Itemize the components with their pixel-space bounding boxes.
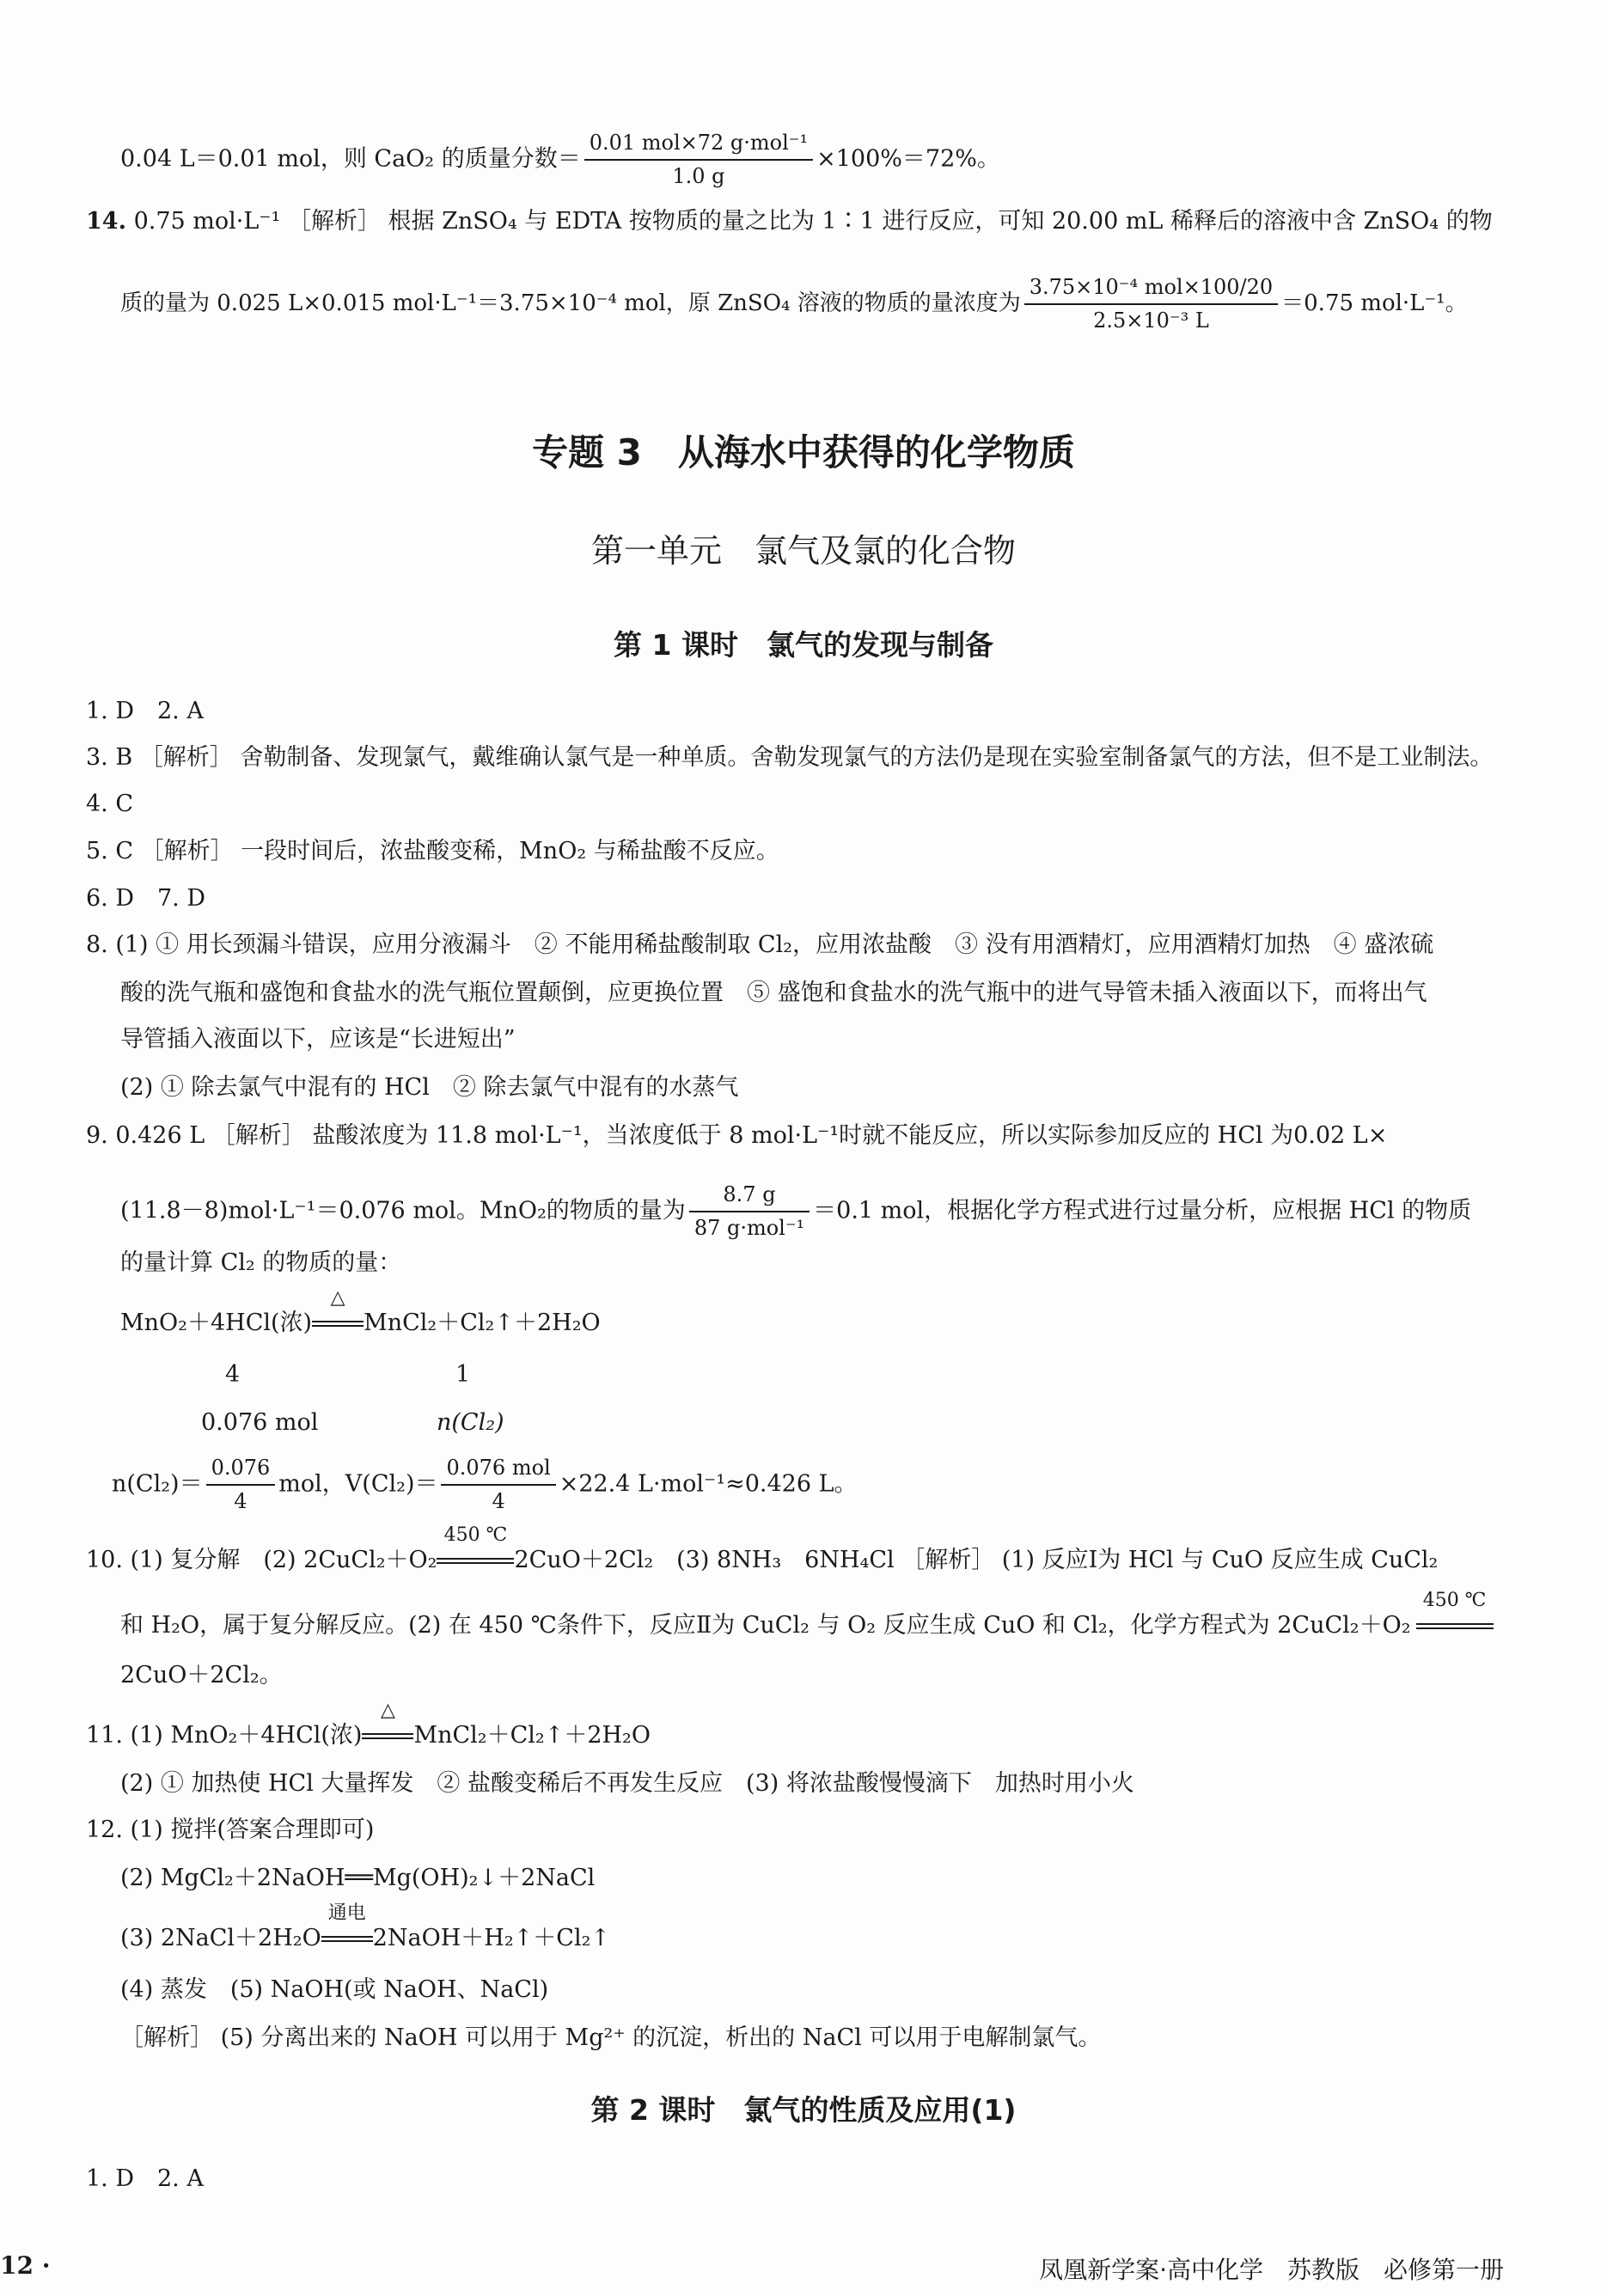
book-title: 凤凰新学案·高中化学 苏教版 必修第一册 — [1039, 2256, 1504, 2284]
page-number: 12 · — [0, 2251, 51, 2280]
answer-1-2: 1. D 2. A — [86, 698, 204, 724]
answer-8-line3: 导管插入液面以下，应该是“长进短出” — [120, 1026, 516, 1053]
answer-12-line5: ［解析］ (5) 分离出来的 NaOH 可以用于 Mg²⁺ 的沉淀，析出的 NaCl 可以用于电解制氯气。 — [120, 2024, 1102, 2051]
answer-12-line2: (2) MgCl₂＋2NaOH══Mg(OH)₂↓＋2NaCl — [120, 1865, 596, 1891]
answer-11-line2: (2) ① 加热使 HCl 大量挥发 ② 盐酸变稀后不再发生反应 (3) 将浓盐酸慢慢滴下 加热时用小火 — [120, 1770, 1134, 1797]
lesson-heading: 第 2 课时 氯气的性质及应用(1) — [590, 2093, 1017, 2127]
answer-8-line4: (2) ① 除去氯气中混有的 HCl ② 除去氯气中混有的水蒸气 — [120, 1074, 739, 1101]
answer-12-line3: (3) 2NaCl＋2H₂O 通电 2NaOH＋H₂↑＋Cl₂↑ — [120, 1902, 611, 1951]
answer-6-7: 6. D 7. D — [86, 885, 205, 912]
answer-4: 4. C — [86, 791, 134, 817]
unit-heading: 第一单元 氯气及氯的化合物 — [590, 532, 1016, 570]
topic-heading: 专题 3 从海水中获得的化学物质 — [532, 431, 1075, 473]
answer-12-line1: 12. (1) 搅拌(答案合理即可) — [86, 1817, 375, 1843]
answer-8-line2: 酸的洗气瓶和盛饱和食盐水的洗气瓶位置颠倒，应更换位置 ⑤ 盛饱和食盐水的洗气瓶中的进气导管未插入液面以下，而将出气 — [120, 980, 1427, 1006]
ratio-value: 1 — [455, 1361, 471, 1388]
lesson2-answer-1-2: 1. D 2. A — [86, 2165, 204, 2192]
equation-mno2: MnO₂＋4HCl(浓) △ MnCl₂＋Cl₂↑＋2H₂O — [120, 1287, 601, 1336]
answer-10-line1: 10. (1) 复分解 (2) 2CuCl₂＋O₂ 450 ℃ 2CuO＋2Cl₂ (3) 8NH₃ 6NH₄Cl ［解析］ (1) 反应Ⅰ为 HCl 与 CuO 反应生成 CuCl₂ — [86, 1524, 1439, 1573]
answer-9-line2: (11.8－8)mol·L⁻¹＝0.076 mol。MnO₂的物质的量为 $\frac{8.7 g}{\text{87 g·mol⁻¹}}$ ＝0.1 mol，根据化学方程式进行过量分析，应根据 HCl 的物质 — [120, 1182, 1472, 1240]
question-14-line2: 质的量为 0.025 L×0.015 mol·L⁻¹＝3.75×10⁻⁴ mol，原 ZnSO₄ 溶液的物质的量浓度为 $\frac{\text{3.75×10⁻⁴ mol×100/20}}{\text{2.5×10⁻³ L}}$ ＝0.75 mol·L⁻¹。 — [120, 275, 1468, 333]
answer-10-line2: 和 H₂O，属于复分解反应。(2) 在 450 ℃条件下，反应Ⅱ为 CuCl₂ 与 O₂ 反应生成 CuO 和 Cl₂，化学方程式为 2CuCl₂＋O₂ 450 ℃ — [120, 1612, 1494, 1640]
answer-5: 5. C ［解析］ 一段时间后，浓盐酸变稀，MnO₂ 与稀盐酸不反应。 — [86, 838, 779, 864]
answer-10-line3: 2CuO＋2Cl₂。 — [120, 1662, 283, 1688]
lesson-heading: 第 1 课时 氯气的发现与制备 — [614, 628, 993, 662]
question-14: 14. 0.75 mol·L⁻¹ ［解析］ 根据 ZnSO₄ 与 EDTA 按物质的量之比为 1∶1 进行反应，可知 20.00 mL 稀释后的溶液中含 ZnSO₄ 的物 — [86, 208, 1493, 235]
ratio-value: n(Cl₂) — [437, 1409, 504, 1436]
fraction: $\frac{\text{0.01 mol×72 g·mol⁻¹}}{1.0 g}$ — [584, 131, 813, 189]
answer-11-line1: 11. (1) MnO₂＋4HCl(浓) △ MnCl₂＋Cl₂↑＋2H₂O — [86, 1700, 651, 1749]
answer-3: 3. B ［解析］ 舍勒制备、发现氯气，戴维确认氯气是一种单质。舍勒发现氯气的方法仍是现在实验室制备氯气的方法，但不是工业制法。 — [86, 744, 1494, 771]
answer-12-line4: (4) 蒸发 (5) NaOH(或 NaOH、NaCl) — [120, 1976, 549, 2003]
calc-line: 0.04 L＝0.01 mol，则 CaO₂ 的质量分数＝ $\frac{\text{0.01 mol×72 g·mol⁻¹}}{1.0 g}$ ×100%＝72%。 — [120, 131, 1000, 188]
answer-9-calc: n(Cl₂)＝ $\frac{0.076}{4}$ mol，V(Cl₂)＝ $\frac{\text{0.076 mol}}{4}$ ×22.4 L·mol⁻¹≈0.426 L。 — [112, 1456, 858, 1513]
answer-8-line1: 8. (1) ① 用长颈漏斗错误，应用分液漏斗 ② 不能用稀盐酸制取 Cl₂，应用浓盐酸 ③ 没有用酒精灯，应用酒精灯加热 ④ 盛浓硫 — [86, 931, 1434, 958]
fraction: $\frac{8.7 g}{\text{87 g·mol⁻¹}}$ — [689, 1182, 810, 1241]
ratio-value: 4 — [225, 1361, 241, 1388]
ratio-value: 0.076 mol — [201, 1409, 319, 1436]
fraction: $\frac{\text{3.75×10⁻⁴ mol×100/20}}{\text{2.5×10⁻³ L}}$ — [1024, 275, 1278, 333]
answer-9-line1: 9. 0.426 L ［解析］ 盐酸浓度为 11.8 mol·L⁻¹，当浓度低于 8 mol·L⁻¹时就不能反应，所以实际参加反应的 HCl 为0.02 L× — [86, 1122, 1388, 1149]
answer-9-line3: 的量计算 Cl₂ 的物质的量： — [120, 1249, 402, 1276]
